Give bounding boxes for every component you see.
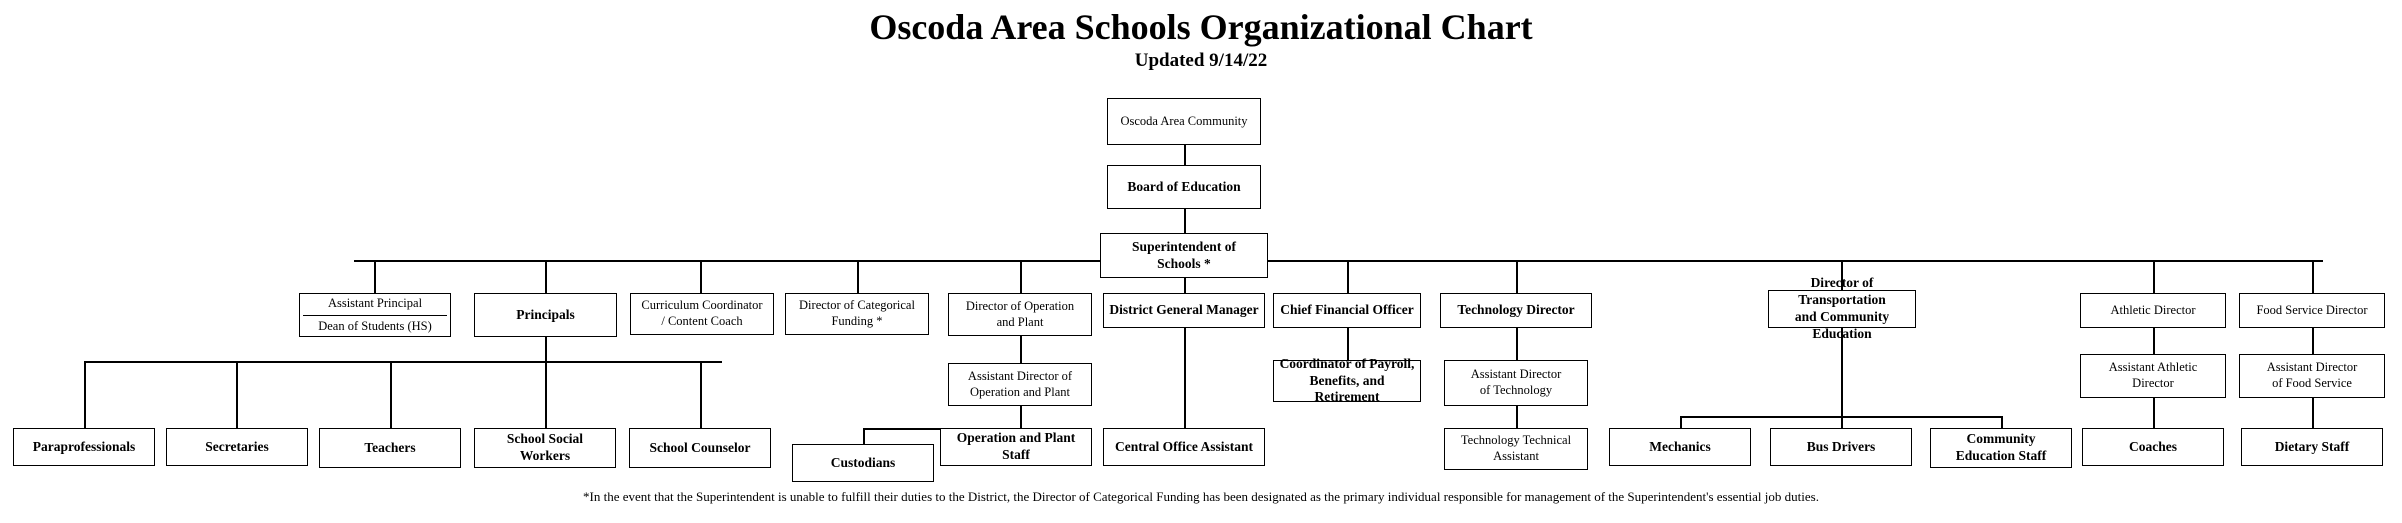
node-label: Operation and Plant Staff bbox=[956, 430, 1076, 462]
node-label-line2: Director bbox=[2132, 376, 2174, 390]
node-community-education-staff[interactable] bbox=[1930, 428, 2072, 468]
connector-operation-asst-dir bbox=[1020, 336, 1022, 363]
connector-foodservice-asst bbox=[2312, 328, 2314, 354]
connector-drop-technology-director bbox=[1516, 260, 1518, 293]
node-label: Paraprofessionals bbox=[32, 438, 136, 454]
node-label-line1: Assistant Director of bbox=[967, 368, 1073, 383]
connector-techdir-asstdir bbox=[1516, 328, 1518, 360]
node-superintendent-of-schools[interactable] bbox=[1100, 233, 1268, 278]
connector-drop-community-ed bbox=[2001, 416, 2003, 428]
node-technology-director[interactable] bbox=[1440, 293, 1592, 328]
node-label-line1: Director of Operation bbox=[965, 298, 1075, 313]
node-label-line1: Assistant Principal bbox=[327, 295, 423, 310]
connector-drop-food-service-director bbox=[2312, 260, 2314, 293]
node-label: Oscoda Area Community bbox=[1120, 113, 1248, 128]
node-dietary-staff[interactable] bbox=[2241, 428, 2383, 466]
node-director-of-operation-and-plant[interactable] bbox=[948, 293, 1092, 336]
node-assistant-director-of-food-service[interactable] bbox=[2239, 354, 2385, 398]
node-label-line1: Director of Categorical bbox=[799, 298, 915, 313]
connector-athletic-asst bbox=[2153, 328, 2155, 354]
node-label-line2: Dean of Students (HS) bbox=[318, 318, 432, 333]
node-school-social-workers[interactable] bbox=[474, 428, 616, 468]
node-teachers[interactable] bbox=[319, 428, 461, 468]
connector-drop-bus-drivers bbox=[1841, 416, 1843, 428]
node-label-line2: / Content Coach bbox=[661, 314, 743, 328]
node-assistant-director-of-operation-and-plant[interactable] bbox=[948, 363, 1092, 406]
node-label-line2: Assistant bbox=[1493, 449, 1539, 463]
node-label-line2: and Community Education bbox=[1794, 309, 1890, 341]
node-operation-and-plant-staff[interactable] bbox=[940, 428, 1092, 466]
connector-drop-athletic-director bbox=[2153, 260, 2155, 293]
node-label: Food Service Director bbox=[2256, 302, 2368, 317]
node-label-line1: Assistant Director bbox=[2266, 360, 2358, 375]
node-label-line1: Director of Transportation bbox=[1798, 275, 1886, 308]
node-oscoda-area-community[interactable] bbox=[1107, 98, 1261, 145]
connector-board-superintendent bbox=[1184, 209, 1186, 233]
node-label: Custodians bbox=[830, 454, 896, 470]
node-director-of-categorical-funding[interactable] bbox=[785, 293, 929, 335]
node-label-line1: Assistant Director bbox=[1470, 367, 1562, 382]
node-label-line2: of Food Service bbox=[2272, 376, 2352, 390]
node-label-line2: Funding * bbox=[831, 314, 883, 328]
node-custodians[interactable] bbox=[792, 444, 934, 482]
node-label: Dietary Staff bbox=[2274, 438, 2350, 454]
node-mechanics[interactable] bbox=[1609, 428, 1751, 466]
node-secretaries[interactable] bbox=[166, 428, 308, 466]
node-technology-technical-assistant[interactable] bbox=[1444, 428, 1588, 470]
connector-drop-cfo bbox=[1347, 260, 1349, 293]
connector-drop-operation-plant bbox=[1020, 260, 1022, 293]
connector-drop-curriculum bbox=[700, 260, 702, 293]
connector-drop-categorical bbox=[857, 260, 859, 293]
connector-asstdirtech-technical bbox=[1516, 406, 1518, 428]
connector-drop-teachers bbox=[390, 361, 392, 428]
node-label-line1: Assistant Athletic bbox=[2108, 360, 2198, 375]
node-label: Coaches bbox=[2129, 438, 2177, 454]
connector-drop-custodians bbox=[863, 428, 865, 444]
node-curriculum-coordinator[interactable] bbox=[630, 293, 774, 335]
connector-drop-assistant-principal bbox=[374, 260, 376, 293]
node-coaches[interactable] bbox=[2082, 428, 2224, 466]
node-label-line2: and Plant bbox=[996, 314, 1044, 329]
node-label: Central Office Assistant bbox=[1115, 438, 1253, 454]
node-district-general-manager[interactable] bbox=[1103, 293, 1265, 328]
node-athletic-director[interactable] bbox=[2080, 293, 2226, 328]
node-label-line1: Coordinator of Payroll, bbox=[1279, 355, 1415, 371]
node-principals[interactable] bbox=[474, 293, 617, 337]
node-food-service-director[interactable] bbox=[2239, 293, 2385, 328]
connector-drop-social-workers bbox=[545, 361, 547, 428]
node-label-line2: Education Staff bbox=[1955, 448, 2047, 463]
node-label: School Counselor bbox=[649, 439, 751, 455]
node-assistant-athletic-director[interactable] bbox=[2080, 354, 2226, 398]
node-bus-drivers[interactable] bbox=[1770, 428, 1912, 466]
connector-asstathletic-coaches bbox=[2153, 398, 2155, 428]
page-subtitle: Updated 9/14/22 bbox=[1134, 50, 1268, 71]
node-board-of-education[interactable] bbox=[1107, 165, 1261, 209]
connector-drop-secretaries bbox=[236, 361, 238, 428]
node-label: Technology Director bbox=[1457, 302, 1575, 318]
connector-principals-stub bbox=[545, 337, 547, 361]
node-label: District General Manager bbox=[1109, 302, 1259, 318]
node-assistant-principal-dean-of-students[interactable] bbox=[299, 293, 451, 337]
node-label-line1: Curriculum Coordinator bbox=[641, 298, 763, 313]
node-label-line2: Benefits, and Retirement bbox=[1309, 372, 1385, 405]
node-label-line1: Community bbox=[1966, 431, 2036, 447]
footnote: *In the event that the Superintendent is unable to fulfill their duties to the District, the Director of Categorical Funding has been designated as the primary individual responsible for management of the Superintendent's essential job duties. bbox=[583, 489, 1819, 504]
node-coordinator-of-payroll-benefits-retirement[interactable] bbox=[1273, 355, 1421, 405]
node-label-line2: Schools * bbox=[1157, 255, 1211, 271]
connector-drop-paraprofessionals bbox=[84, 361, 86, 428]
node-assistant-director-of-technology[interactable] bbox=[1444, 360, 1588, 406]
connector-asstdirop-stub bbox=[1020, 406, 1022, 428]
connector-principals-bus bbox=[84, 361, 722, 363]
node-label: Principals bbox=[516, 306, 575, 322]
connector-gm-central-office bbox=[1184, 328, 1186, 428]
node-label-line1: Technology Technical bbox=[1460, 433, 1572, 448]
node-label: Secretaries bbox=[205, 438, 269, 454]
node-paraprofessionals[interactable] bbox=[13, 428, 155, 466]
node-central-office-assistant[interactable] bbox=[1103, 428, 1265, 466]
node-director-of-transportation-and-community-education[interactable] bbox=[1768, 275, 1916, 341]
node-label: Bus Drivers bbox=[1806, 438, 1876, 454]
page-title: Oscoda Area Schools Organizational Chart bbox=[869, 7, 1533, 47]
node-label: Chief Financial Officer bbox=[1280, 302, 1414, 318]
node-label: Athletic Director bbox=[2110, 302, 2196, 317]
connector-superintendent-bus bbox=[354, 260, 2323, 262]
node-label-line2: Workers bbox=[519, 448, 571, 463]
node-label: Mechanics bbox=[1649, 438, 1711, 454]
node-label: Teachers bbox=[364, 439, 416, 455]
divider bbox=[303, 315, 447, 316]
node-label: Board of Education bbox=[1127, 178, 1241, 194]
node-label-line1: Superintendent of bbox=[1132, 238, 1236, 254]
node-label-line2: Operation and Plant bbox=[970, 384, 1070, 399]
node-label-line2: of Technology bbox=[1479, 383, 1553, 397]
connector-community-board bbox=[1184, 145, 1186, 165]
connector-drop-principals bbox=[545, 260, 547, 293]
node-school-counselor[interactable] bbox=[629, 428, 771, 468]
connector-asstfood-dietary bbox=[2312, 398, 2314, 428]
node-label-line1: School Social bbox=[506, 431, 584, 447]
connector-drop-mechanics bbox=[1680, 416, 1682, 428]
node-chief-financial-officer[interactable] bbox=[1273, 293, 1421, 328]
connector-drop-school-counselor bbox=[700, 361, 702, 428]
